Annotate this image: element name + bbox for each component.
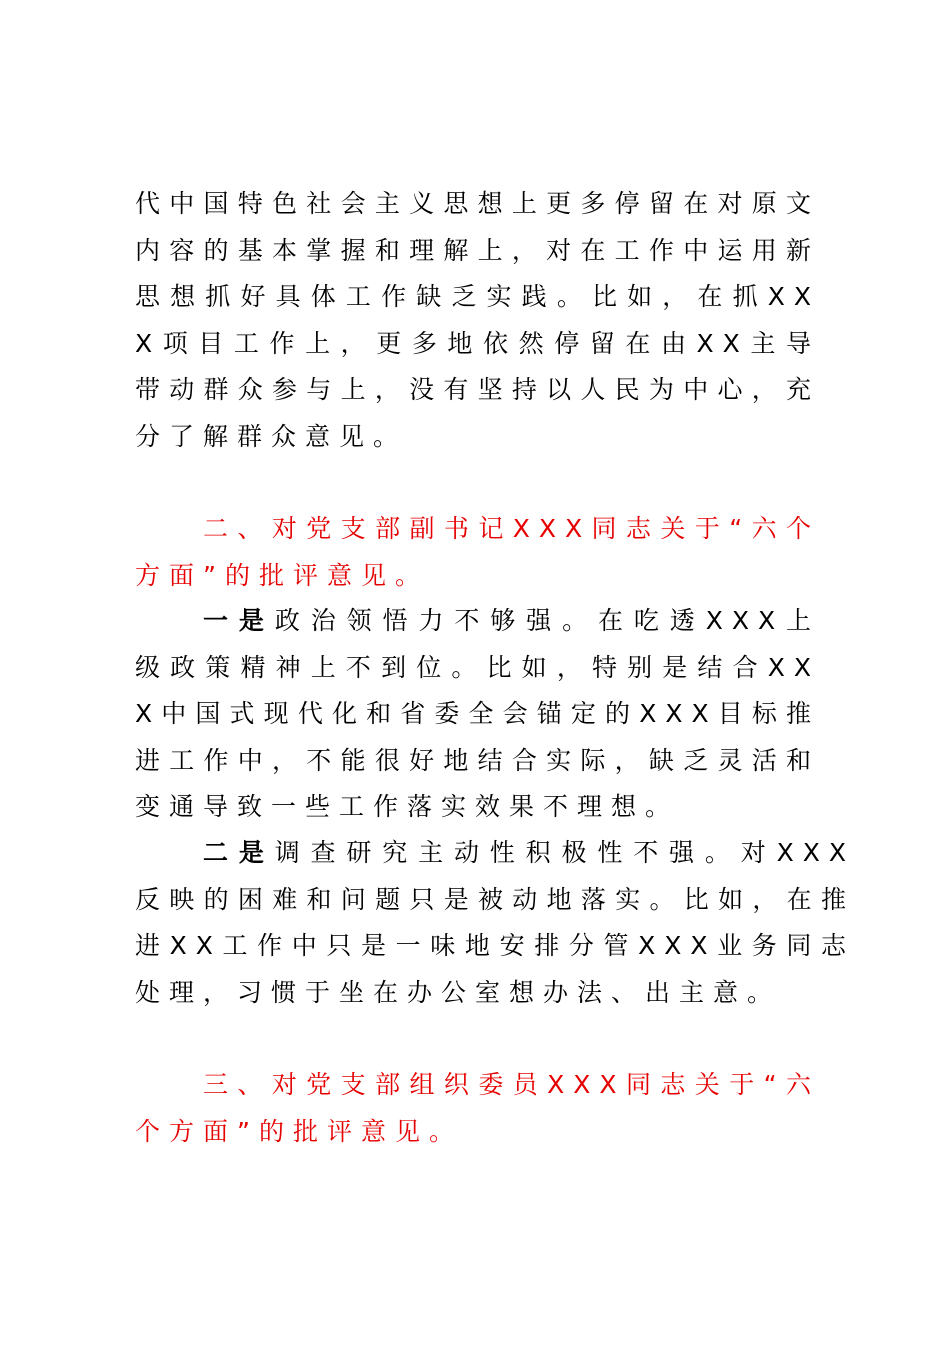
point-text: 调查研究主动性积极性不强。对XXX反映的困难和问题只是被动地落实。比如，在推进XX工作中只是一味地安排分管XXX业务同志处理，习惯于坐在办公室想办法、出主意。 xyxy=(135,838,855,1007)
point-lead: 二是 xyxy=(203,838,275,867)
body-paragraph-continued xyxy=(135,181,820,460)
point-lead: 一是 xyxy=(203,606,275,635)
section-heading-2 xyxy=(135,506,820,599)
criticism-point-2 xyxy=(135,830,855,1016)
section-heading-3 xyxy=(135,1062,820,1155)
paragraph-text: 代中国特色社会主义思想上更多停留在对原文内容的基本掌握和理解上，对在工作中运用新思想抓好具体工作缺乏实践。比如，在抓XXX项目工作上，更多地依然停留在由XX主导带动群众参与上，没有坚持以人民为中心，充分了解群众意见。 xyxy=(135,189,820,451)
heading-text: 二、对党支部副书记XXX同志关于“六个方面”的批评意见。 xyxy=(135,514,820,590)
point-text: 政治领悟力不够强。在吃透XXX上级政策精神上不到位。比如，特别是结合XXX中国式现代化和省委全会锚定的XXX目标推进工作中，不能很好地结合实际，缺乏灵活和变通导致一些工作落实效果不理想。 xyxy=(135,606,820,821)
heading-text: 三、对党支部组织委员XXX同志关于“六个方面”的批评意见。 xyxy=(135,1070,820,1146)
criticism-point-1 xyxy=(135,598,820,831)
